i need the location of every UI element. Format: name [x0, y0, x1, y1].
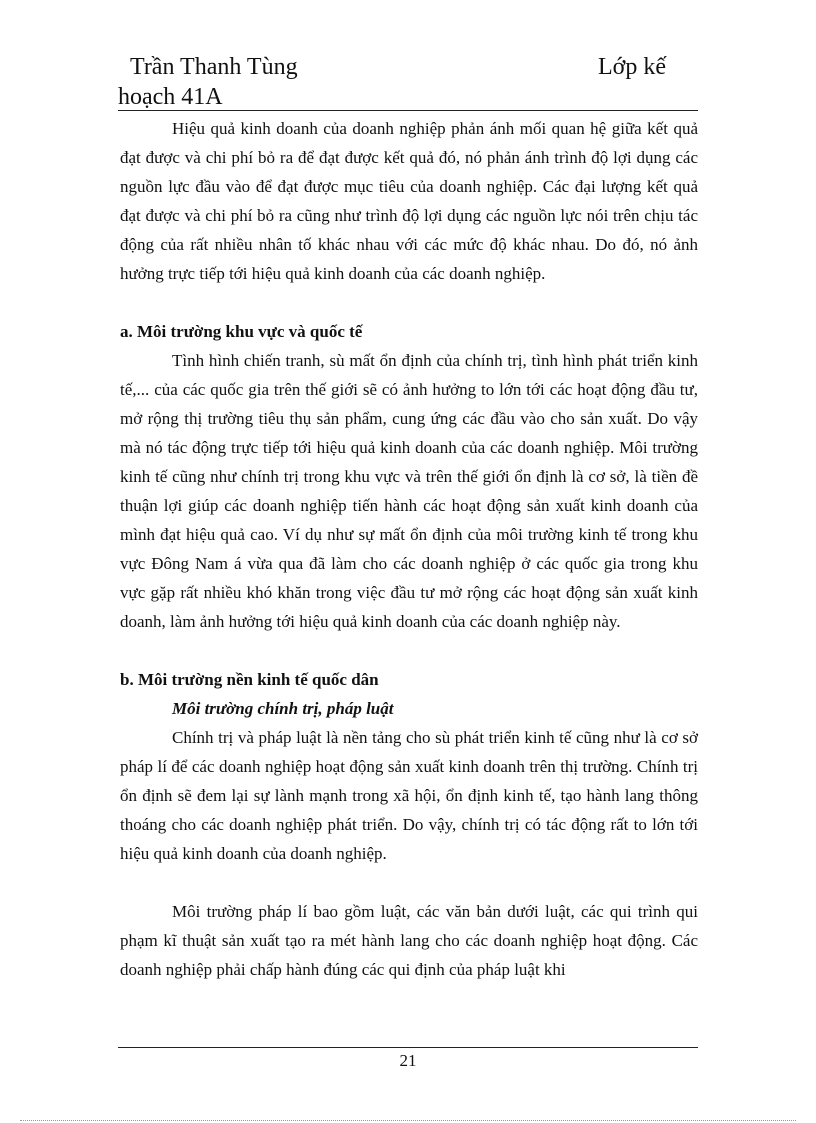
class-name-continuation: hoạch 41A [118, 84, 223, 110]
page-body [120, 114, 698, 984]
footer-divider [118, 1047, 698, 1048]
section-a-heading: a. Môi trường khu vực và quốc tế [120, 322, 363, 341]
section-a-paragraph: Tình hình chiến tranh, sù mất ổn định của chính trị, tình hình phát triển kinh tế,... của các quốc gia trên thế giới sẽ có ảnh hưởng to lớn tới các hoạt động đầu tư, mở rộng thị trường tiêu thụ sản phẩm, cung ứng các đầu vào cho sản xuất. Do vậy mà nó tác động trực tiếp tới hiệu quả kinh doanh của các doanh nghiệp. Môi trường kinh tế cũng như chính trị trong khu vực và trên thế giới ổn định là cơ sở, là tiền đề thuận lợi giúp các doanh nghiệp tiến hành các hoạt động sản xuất kinh doanh của mình đạt hiệu quả cao. Ví dụ như sự mất ổn định của môi trường kinh tế trong khu vực Đông Nam á vừa qua đã làm cho các doanh nghiệp ở các quốc gia trong khu vực gặp rất nhiều khó khăn trong việc đầu tư mở rộng các hoạt động sản xuất kinh doanh, làm ảnh hưởng tới hiệu quả kinh doanh của các doanh nghiệp này. [120, 351, 698, 631]
header-class-label: Lớp kế [598, 54, 667, 80]
section-b-subheading: Môi trường chính trị, pháp luật [172, 699, 394, 718]
spacer [120, 636, 698, 665]
section-b-paragraph-1: Chính trị và pháp luật là nền tảng cho sù phát triển kinh tế cũng như là cơ sở pháp lí để các doanh nghiệp hoạt động sản xuất kinh doanh trên thị trường. Chính trị ổn định sẽ đem lại sự lành mạnh trong xã hội, ổn định kinh tế, tạo hành lang thông thoáng cho các doanh nghiệp phát triển. Do vậy, chính trị có tác động rất to lớn tới hiệu quả kinh doanh của doanh nghiệp. [120, 728, 698, 863]
spacer [120, 288, 698, 317]
spacer [120, 868, 698, 897]
header-divider [118, 110, 698, 111]
section-b-paragraph-2: Môi trường pháp lí bao gồm luật, các văn bản dưới luật, các qui trình qui phạm kĩ thuật sản xuất tạo ra mét hành lang cho các doanh nghiệp hoạt động. Các doanh nghiệp phải chấp hành đúng các qui định của pháp luật khi [120, 902, 698, 979]
section-b-heading: b. Môi trường nền kinh tế quốc dân [120, 670, 379, 689]
author-name: Trần Thanh Tùng [130, 54, 298, 80]
intro-paragraph: Hiệu quả kinh doanh của doanh nghiệp phản ánh mối quan hệ giữa kết quả đạt được và chi phí bỏ ra để đạt được kết quả đó, nó phản ánh trình độ lợi dụng các nguồn lực đầu vào để đạt được mục tiêu của doanh nghiệp. Các đại lượng kết quả đạt được và chi phí bỏ ra cũng như trình độ lợi dụng các nguồn lực nói trên chịu tác động của rất nhiều nhân tố khác nhau với các mức độ khác nhau. Do đó, nó ảnh hưởng trực tiếp tới hiệu quả kinh doanh của các doanh nghiệp. [120, 119, 698, 283]
page-edge-divider [20, 1120, 796, 1121]
header-author [118, 52, 298, 112]
page-number: 21 [399, 1051, 417, 1070]
